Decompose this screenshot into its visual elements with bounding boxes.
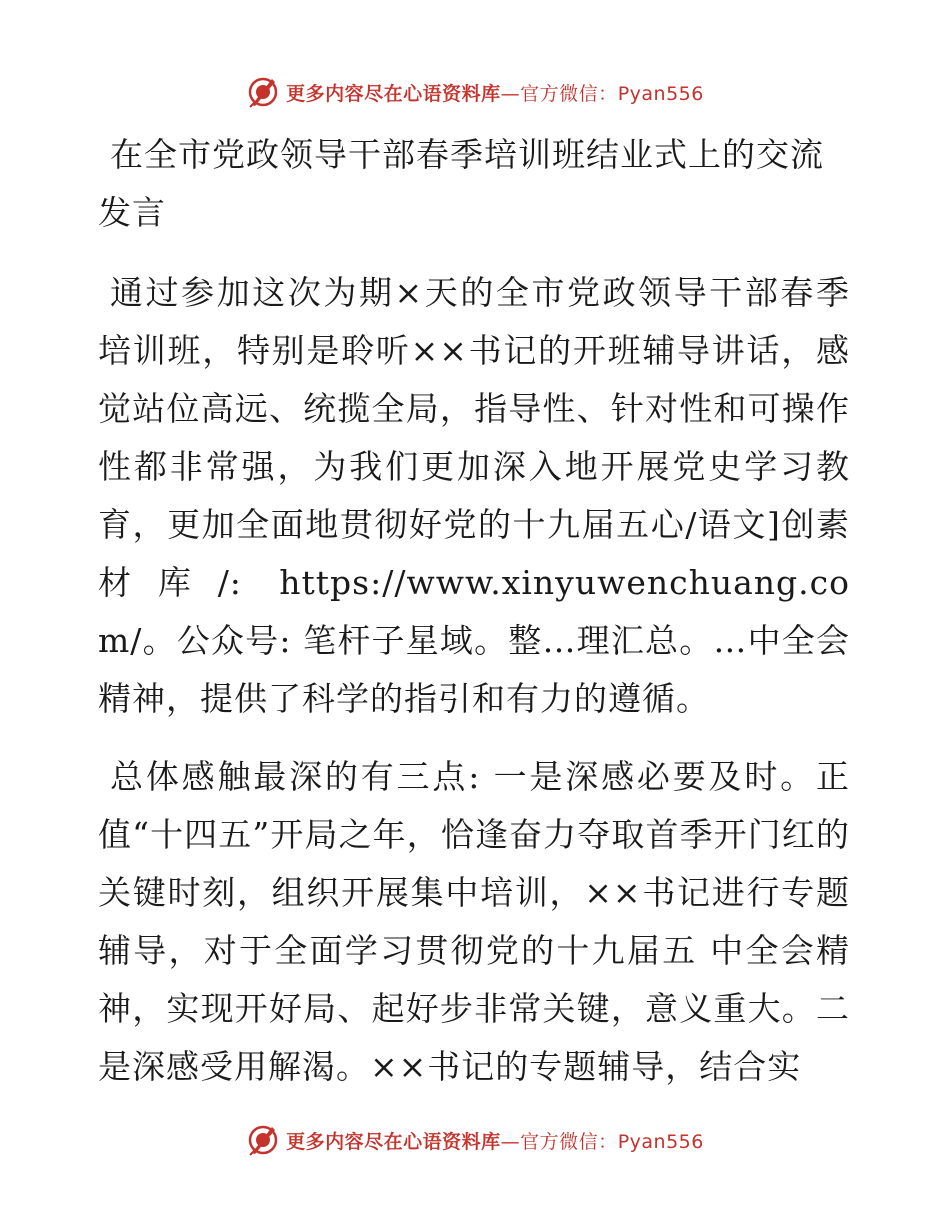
quill-pen-logo-icon <box>246 75 280 109</box>
banner-text <box>286 1127 704 1154</box>
header-banner <box>0 72 950 112</box>
banner-dash: — <box>500 1130 521 1153</box>
document-title: 在全市党政领导干部春季培训班结业式上的交流发言 <box>98 135 824 232</box>
banner-wechat-label: 官方微信： <box>520 82 618 105</box>
banner-dash: — <box>500 82 521 105</box>
banner-main-text: 更多内容尽在心语资料库 <box>286 1130 501 1153</box>
banner-wechat-id: Pyan556 <box>617 1130 704 1153</box>
banner-text <box>286 79 704 106</box>
paragraph-1: 通过参加这次为期×天的全市党政领导干部春季培训班，特别是聆听××书记的开班辅导讲话，感觉站位高远、统揽全局，指导性、针对性和可操作性都非常强，为我们更加深入地开展党史学习教育，更加全面地贯彻好党的十九届五心/语文]创素材库/: https://www.xinyuwenchuang.com/。公众号: 笔杆子星域。整…理汇总。…中全会精神，提供了科学的指引和有力的遵循。 <box>98 273 850 718</box>
banner-wechat-id: Pyan556 <box>617 82 704 105</box>
paragraph-2: 总体感触最深的有三点: 一是深感必要及时。正值“十四五”开局之年，恰逢奋力夺取首季开门红的关键时刻，组织开展集中培训，××书记进行专题辅导，对于全面学习贯彻党的十九届五 中全会精神，实现开好局、起好步非常关键，意义重大。二是深感受用解渴。××书记的专题辅导，结合实 <box>98 757 850 1086</box>
document-body <box>98 126 850 1096</box>
banner-wechat-label: 官方微信： <box>520 1130 618 1153</box>
banner-main-text: 更多内容尽在心语资料库 <box>286 82 501 105</box>
quill-pen-logo-icon <box>246 1123 280 1157</box>
footer-banner <box>0 1120 950 1160</box>
